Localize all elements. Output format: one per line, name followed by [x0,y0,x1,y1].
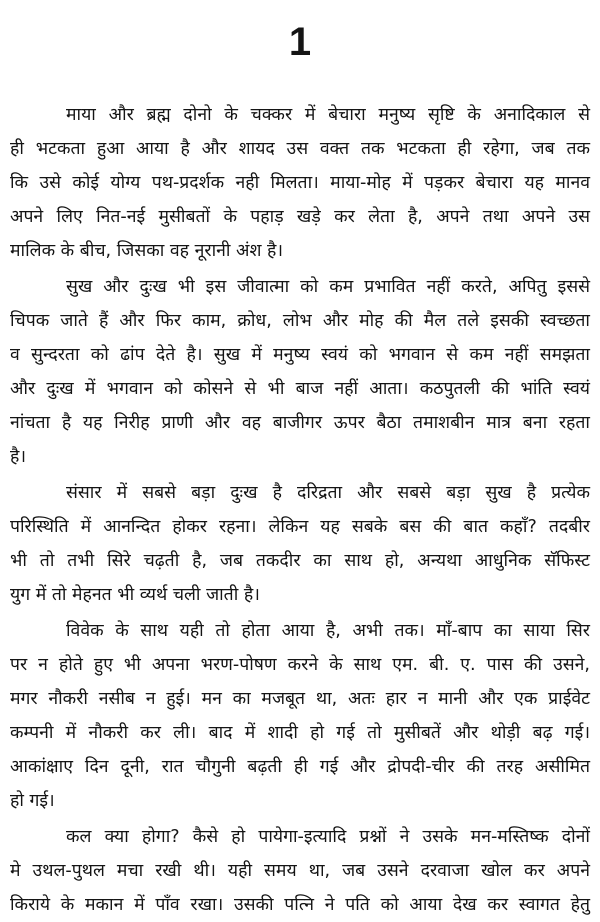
text-line: और दुःख में भगवान को कोसने से भी बाज नहीं आता। कठपुतली की भांति स्वयं [10,379,590,399]
text-line: ही भटकता हुआ आया है और शायद उस वक्त तक भटकता ही रहेगा, जब तक [10,139,590,159]
text-line: चिपक जाते हैं और फिर काम, क्रोध, लोभ और मोह की मैल तले इसकी स्वच्छता [10,311,590,331]
text-line: परिस्थिति में आनन्दित होकर रहना। लेकिन यह सबके बस की बात कहाँ? तदबीर [10,517,590,537]
text-line: व सुन्दरता को ढांप देते है। सुख में मनुष्य स्वयं को भगवान से कम नहीं समझता [10,345,590,365]
text-line: पर न होते हुए भी अपना भरण-पोषण करने के साथ एम. बी. ए. पास की उसने, [10,655,590,675]
paragraph-3 [0,476,600,612]
paragraph-5 [0,820,600,922]
text-line: है। [10,447,27,467]
paragraph-2 [0,270,600,474]
text-line: कि उसे कोई योग्य पथ-प्रदर्शक नही मिलता। माया-मोह में पड़कर बेचारा यह मानव [10,173,590,193]
text-line: माया और ब्रह्म दोनो के चक्कर में बेचारा मनुष्य सृष्टि के अनादिकाल से [66,105,590,125]
page-number: 1 [288,20,312,64]
text-line: विवेक के साथ यही तो होता आया है, अभी तक। माँ-बाप का साया सिर [66,621,590,641]
text-line: आकांक्षाए दिन दूनी, रात चौगुनी बढ़ती ही गई और द्रोपदी-चीर की तरह असीमित [10,757,590,777]
text-line: मगर नौकरी नसीब न हुई। मन का मजबूत था, अतः हार न मानी और एक प्राईवेट [10,689,590,709]
text-line: किराये के मकान में पाँव रखा। उसकी पत्नि ने पति को आया देख कर स्वागत हेतु [10,895,590,915]
text-line: हो गई। [10,791,55,811]
text-line: कल क्या होगा? कैसे हो पायेगा-इत्यादि प्रश्नों ने उसके मन-मस्तिष्क दोनों [66,827,590,847]
text-line: मालिक के बीच, जिसका वह नूरानी अंश है। [10,241,284,261]
text-line: युग में तो मेहनत भी व्यर्थ चली जाती है। [10,585,260,605]
paragraph-1 [0,98,600,268]
body-text [0,98,600,922]
text-line: सुख और दुःख भी इस जीवात्मा को कम प्रभावित नहीं करते, अपितु इससे [66,277,590,297]
text-line: भी तो तभी सिरे चढ़ती है, जब तकदीर का साथ हो, अन्यथा आधुनिक सॅफिस्ट [10,551,590,571]
text-line: मे उथल-पुथल मचा रखी थी। यही समय था, जब उसने दरवाजा खोल कर अपने [10,861,590,881]
paragraph-4 [0,614,600,818]
text-line: कम्पनी में नौकरी कर ली। बाद में शादी हो गई तो मुसीबतें और थोड़ी बढ़ गई। [10,723,590,743]
text-line: संसार में सबसे बड़ा दुःख है दरिद्रता और सबसे बड़ा सुख है प्रत्येक [66,483,590,503]
text-line: नांचता है यह निरीह प्राणी और वह बाजीगर ऊपर बैठा तमाशबीन मात्र बना रहता [10,413,590,433]
text-line: अपने लिए नित-नई मुसीबतों के पहाड़ खड़े कर लेता है, अपने तथा अपने उस [10,207,590,227]
